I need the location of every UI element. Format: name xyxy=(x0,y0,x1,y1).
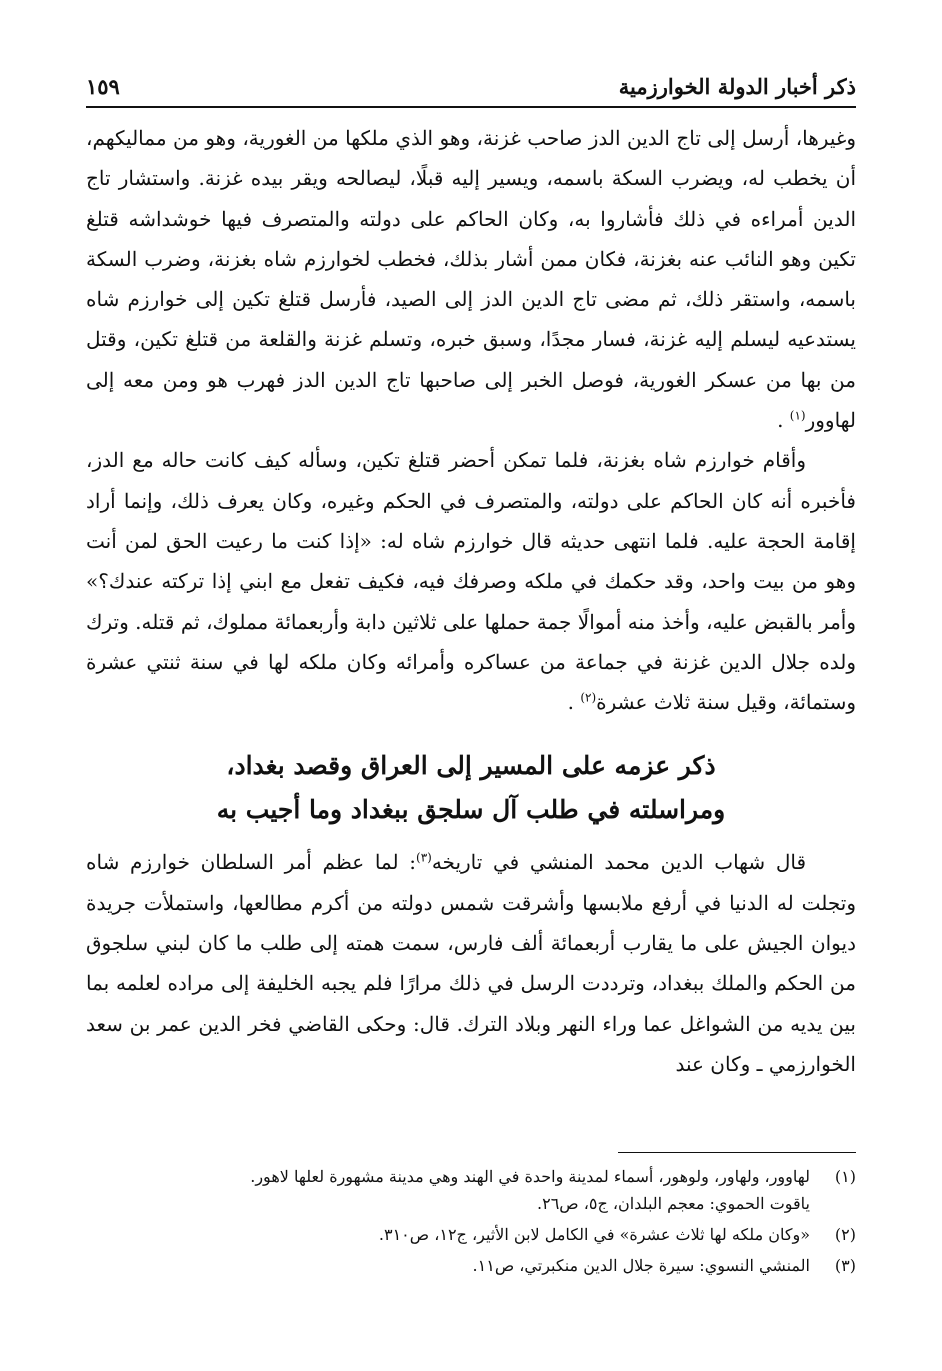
section-heading xyxy=(86,744,856,832)
running-header xyxy=(86,70,856,102)
section-heading-line-1: ذكر عزمه على المسير إلى العراق وقصد بغداد، xyxy=(226,751,716,781)
footnote-ref-2: (٢) xyxy=(580,690,597,705)
footnote-item xyxy=(86,1163,856,1217)
paragraph-1: وغيرها، أرسل إلى تاج الدين الدز صاحب غزنة، وهو الذي ملكها من الغورية، وهو من مماليكهم، أن يخطب له، ويضرب السكة باسمه، ويسير إليه قبلًا، ليصالحه ويقر بيده غزنة. واستشار تاج الدين أمراءه في ذلك فأشاروا به، وكان الحاكم على دولته والمتصرف فيها خوشداشه قتلغ تكين وهو النائب عنه بغزنة، فكان ممن أشار بذلك، فخطب لخوارزم شاه بغزنة، وضرب السكة باسمه، واستقر ذلك، ثم مضى تاج الدين الدز إلى الصيد، فأرسل قتلغ تكين إلى خوارزم شاه يستدعيه ليسلم إليه غزنة، فسار مجدًا، وسبق خبره، وتسلم غزنة والقلعة من قتلغ تكين، وقتل من بها من عسكر الغورية، فوصل الخبر إلى صاحبها تاج الدين الدز فهرب هو ومن معه إلى لهاوور$^{(١)}$ . xyxy=(86,126,856,433)
footnote-text: لهاوور، ولهاور، ولوهور، أسماء لمدينة واحدة في الهند وهي مدينة مشهورة لعلها لاهور. ياقوت الحموي: معجم البلدان، ج٥، ص٢٦. xyxy=(250,1167,810,1213)
footnote-item xyxy=(86,1252,856,1279)
section-heading-line-2: ومراسلته في طلب آل سلجق ببغداد وما أجيب به xyxy=(216,795,726,825)
paragraph-2: وأقام خوارزم شاه بغزنة، فلما تمكن أحضر قتلغ تكين، وسأله كيف كانت حاله مع الدز، فأخبره أنه كان الحاكم على دولته، والمتصرف في الحكم وغيره، وكان يعرف ذلك، وإنما أراد إقامة الحجة عليه. فلما انتهى حديثه قال خوارزم شاه له: «إذا كنت ما رعيت الحق لمن أنت وهو من بيت واحد، وقد حكمك في ملكه وصرفك فيه، فكيف تفعل مع ابني إذا تركته عندك؟» وأمر بالقبض عليه، وأخذ منه أموالًا جمة حملها على ثلاثين دابة وأربعمائة مملوك، ثم قتله. وترك ولده جلال الدين غزنة في جماعة من عساكره وأمرائه وكان ملكه لها في سنة ثنتي عشرة وستمائة، وقيل سنة ثلاث عشرة$^{(٢)}$ . xyxy=(86,448,856,715)
footnote-number: (٣) xyxy=(834,1256,856,1275)
main-text xyxy=(86,118,856,1084)
footnote-text: المنشي النسوي: سيرة جلال الدين منكبرتي، ص١١. xyxy=(472,1256,810,1275)
paragraph-3: قال شهاب الدين محمد المنشي في تاريخه$^{(٣)}$: لما عظم أمر السلطان خوارزم شاه وتجلت له الدنيا في أرفع ملابسها وأشرقت شمس دولته من أكرم مطالعها، واستملأت جريدة ديوان الجيش على ما يقارب أربعمائة ألف فارس، سمت همته إلى طلب ما كان لبني سلجوق من الحكم والملك ببغداد، وترددت الرسل في ذلك مرارًا فلم يجبه الخليفة إلى مراده لعلمه بما بين يديه من الشواغل عما وراء النهر وبلاد الترك. قال: وحكى القاضي فخر الدين عمر بن سعد الخوارزمي ـ وكان عند xyxy=(86,850,856,1076)
footnote-item xyxy=(86,1221,856,1248)
running-title: ذكر أخبار الدولة الخوارزمية xyxy=(618,73,856,99)
footnote-list xyxy=(86,1163,856,1279)
footnotes xyxy=(86,1152,856,1283)
footnote-ref-1: (١) xyxy=(789,408,806,423)
footnote-ref-3: (٣) xyxy=(416,850,432,865)
footnote-text: «وكان ملكه لها ثلاث عشرة» في الكامل لابن الأثير، ج١٢، ص٣١٠. xyxy=(378,1225,810,1244)
header-rule xyxy=(86,106,856,108)
page-number: ١٥٩ xyxy=(86,73,120,99)
footnote-number: (١) xyxy=(834,1167,856,1186)
footnote-rule xyxy=(618,1152,856,1153)
footnote-number: (٢) xyxy=(834,1225,856,1244)
